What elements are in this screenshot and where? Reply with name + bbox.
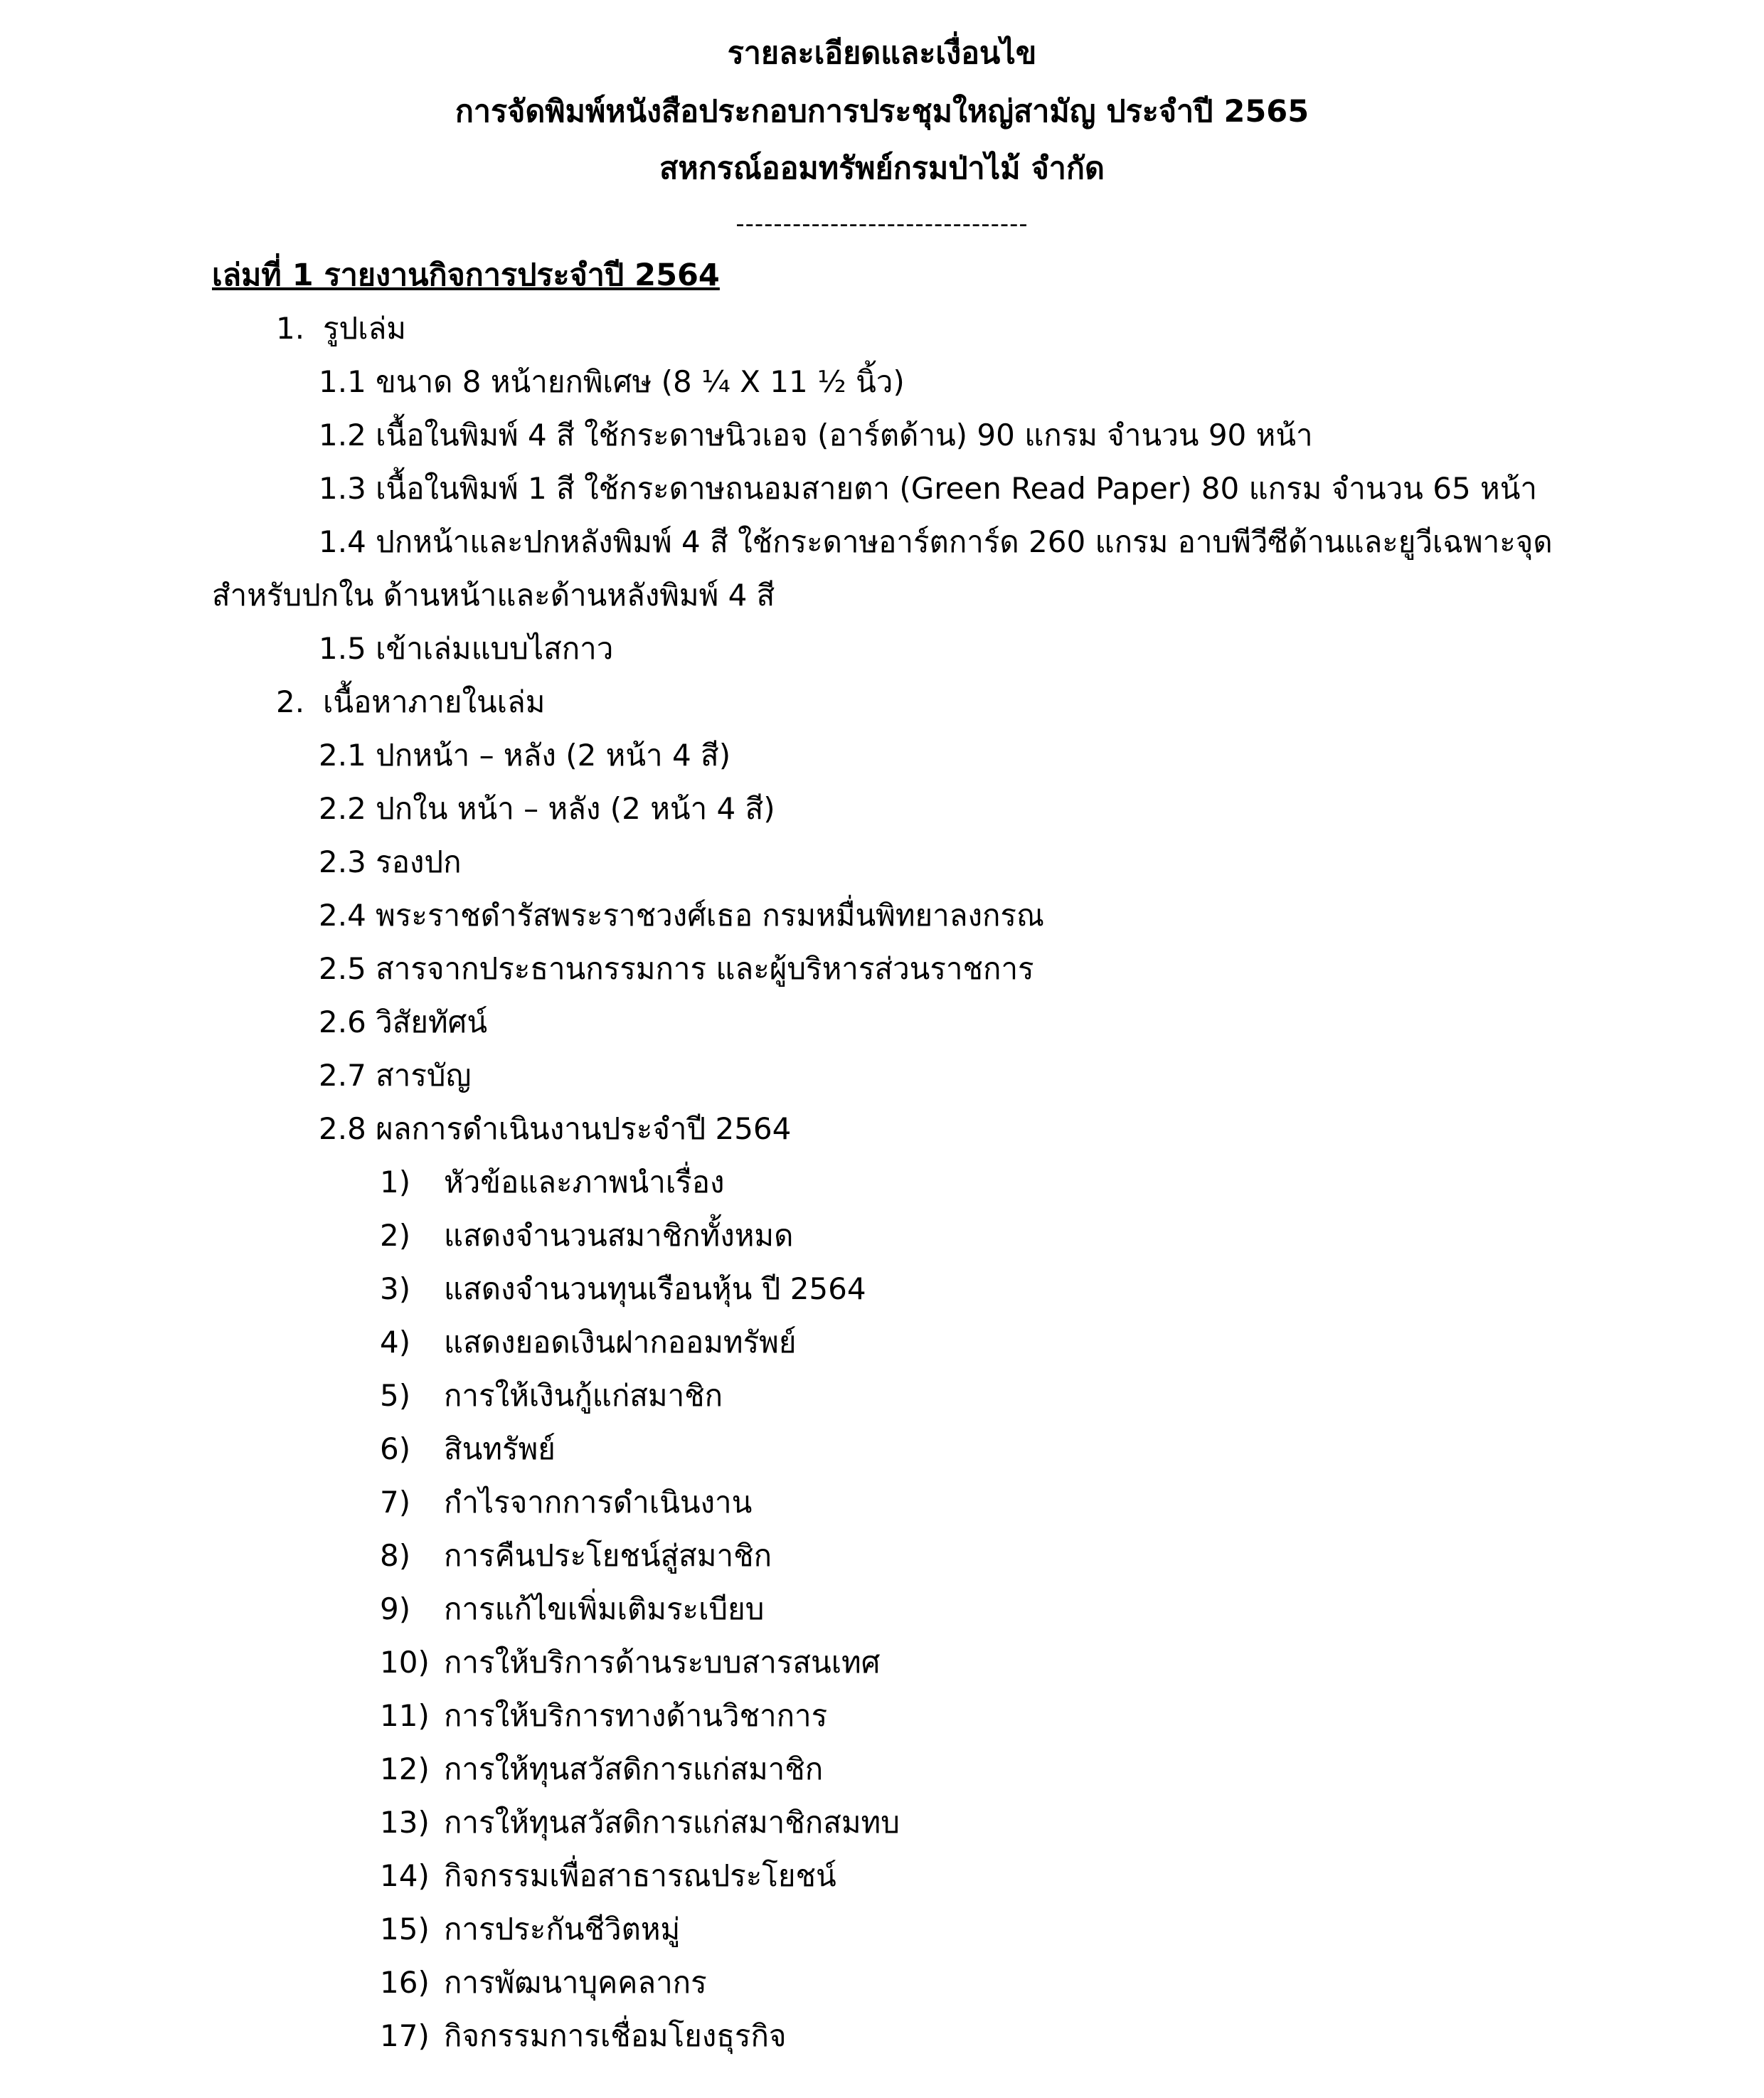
item-number: 1) xyxy=(380,1165,411,1199)
organization-name: สหกรณ์ออมทรัพย์กรมป่าไม้ จำกัด xyxy=(659,151,1105,186)
item-number: 3) xyxy=(380,1271,411,1306)
item-number: 4) xyxy=(380,1325,411,1360)
list-item: 2.1 ปกหน้า – หลัง (2 หน้า 4 สี) xyxy=(319,738,731,773)
document-title: รายละเอียดและเงื่อนไข xyxy=(727,36,1037,71)
results-item xyxy=(380,1374,723,1417)
section-label: เนื้อหาภายในเล่ม xyxy=(323,684,546,719)
results-item xyxy=(380,2015,787,2057)
volume-heading: เล่มที่ 1 รายงานกิจการประจำปี 2564 xyxy=(212,258,720,293)
results-item xyxy=(380,1214,793,1257)
separator-line: ------------------------------- xyxy=(735,210,1029,238)
list-item: 2.6 วิสัยทัศน์ xyxy=(319,1005,488,1039)
list-item: 1.4 ปกหน้าและปกหลังพิมพ์ 4 สี ใช้กระดาษอาร์ตการ์ด 260 แกรม อาบพีวีซีด้านและยูวีเฉพาะจุด xyxy=(319,524,1553,559)
list-item-continuation: สำหรับปกใน ด้านหน้าและด้านหลังพิมพ์ 4 สี xyxy=(212,578,775,613)
item-number: 13) xyxy=(380,1805,430,1840)
item-text: การให้บริการทางด้านวิชาการ xyxy=(444,1698,828,1733)
item-text: การให้ทุนสวัสดิการแก่สมาชิก xyxy=(444,1752,824,1786)
list-item: 1.2 เนื้อในพิมพ์ 4 สี ใช้กระดาษนิวเอจ (อาร์ตด้าน) 90 แกรม จำนวน 90 หน้า xyxy=(319,418,1313,452)
results-item xyxy=(380,1321,796,1364)
item-number: 6) xyxy=(380,1431,411,1466)
item-text: การคืนประโยชน์สู่สมาชิก xyxy=(444,1538,772,1573)
results-item xyxy=(380,1961,707,2004)
list-item: 2.4 พระราชดำรัสพระราชวงศ์เธอ กรมหมื่นพิทยาลงกรณ xyxy=(319,898,1044,933)
section-number: 1. xyxy=(276,311,305,346)
results-item xyxy=(380,1588,764,1631)
item-text: แสดงจำนวนทุนเรือนหุ้น ปี 2564 xyxy=(444,1271,866,1306)
section-number: 2. xyxy=(276,684,305,719)
list-item: 2.7 สารบัญ xyxy=(319,1058,472,1093)
item-number: 12) xyxy=(380,1752,430,1786)
results-item xyxy=(380,1855,836,1897)
item-number: 17) xyxy=(380,2018,430,2053)
item-text: การให้ทุนสวัสดิการแก่สมาชิกสมทบ xyxy=(444,1805,900,1840)
list-item: 1.1 ขนาด 8 หน้ายกพิเศษ (8 ¼ X 11 ½ นิ้ว) xyxy=(319,364,905,399)
list-item: 1.3 เนื้อในพิมพ์ 1 สี ใช้กระดาษถนอมสายตา (Green Read Paper) 80 แกรม จำนวน 65 หน้า xyxy=(319,471,1538,506)
results-item xyxy=(380,1908,680,1951)
item-text: กิจกรรมการเชื่อมโยงธุรกิจ xyxy=(444,2018,787,2053)
item-number: 16) xyxy=(380,1965,430,2000)
item-text: แสดงจำนวนสมาชิกทั้งหมด xyxy=(444,1218,794,1253)
document-subtitle: การจัดพิมพ์หนังสือประกอบการประชุมใหญ่สามัญ ประจำปี 2565 xyxy=(455,94,1309,129)
list-item: 2.8 ผลการดำเนินงานประจำปี 2564 xyxy=(319,1111,792,1146)
results-item xyxy=(380,1161,724,1204)
section-1-heading xyxy=(276,307,406,350)
item-text: การประกันชีวิตหมู่ xyxy=(444,1912,681,1946)
section-2-heading xyxy=(276,681,545,724)
results-item xyxy=(380,1695,827,1737)
item-text: การให้บริการด้านระบบสารสนเทศ xyxy=(444,1645,881,1680)
item-number: 7) xyxy=(380,1485,411,1520)
item-text: การพัฒนาบุคคลากร xyxy=(444,1965,707,2000)
item-number: 9) xyxy=(380,1591,411,1626)
results-item xyxy=(380,1428,556,1471)
item-text: แสดงยอดเงินฝากออมทรัพย์ xyxy=(444,1325,797,1360)
item-text: การแก้ไขเพิ่มเติมระเบียบ xyxy=(444,1591,765,1626)
results-item xyxy=(380,1535,772,1577)
list-item: 1.5 เข้าเล่มแบบไสกาว xyxy=(319,631,614,666)
item-number: 10) xyxy=(380,1645,430,1680)
item-text: การให้เงินกู้แก่สมาชิก xyxy=(444,1378,723,1413)
section-label: รูปเล่ม xyxy=(323,311,406,346)
list-item: 2.3 รองปก xyxy=(319,844,462,879)
item-number: 2) xyxy=(380,1218,411,1253)
results-item xyxy=(380,1641,880,1684)
list-item: 2.2 ปกใน หน้า – หลัง (2 หน้า 4 สี) xyxy=(319,791,775,826)
results-item xyxy=(380,1481,752,1524)
item-number: 15) xyxy=(380,1912,430,1946)
item-number: 11) xyxy=(380,1698,430,1733)
results-item xyxy=(380,1748,823,1791)
item-number: 14) xyxy=(380,1858,430,1893)
item-text: หัวข้อและภาพนำเรื่อง xyxy=(444,1165,725,1199)
results-item xyxy=(380,1801,900,1844)
item-number: 8) xyxy=(380,1538,411,1573)
item-number: 5) xyxy=(380,1378,411,1413)
item-text: กำไรจากการดำเนินงาน xyxy=(444,1485,753,1520)
results-item xyxy=(380,1268,866,1310)
item-text: กิจกรรมเพื่อสาธารณประโยชน์ xyxy=(444,1858,836,1893)
list-item: 2.5 สารจากประธานกรรมการ และผู้บริหารส่วนราชการ xyxy=(319,951,1034,986)
item-text: สินทรัพย์ xyxy=(444,1431,556,1466)
